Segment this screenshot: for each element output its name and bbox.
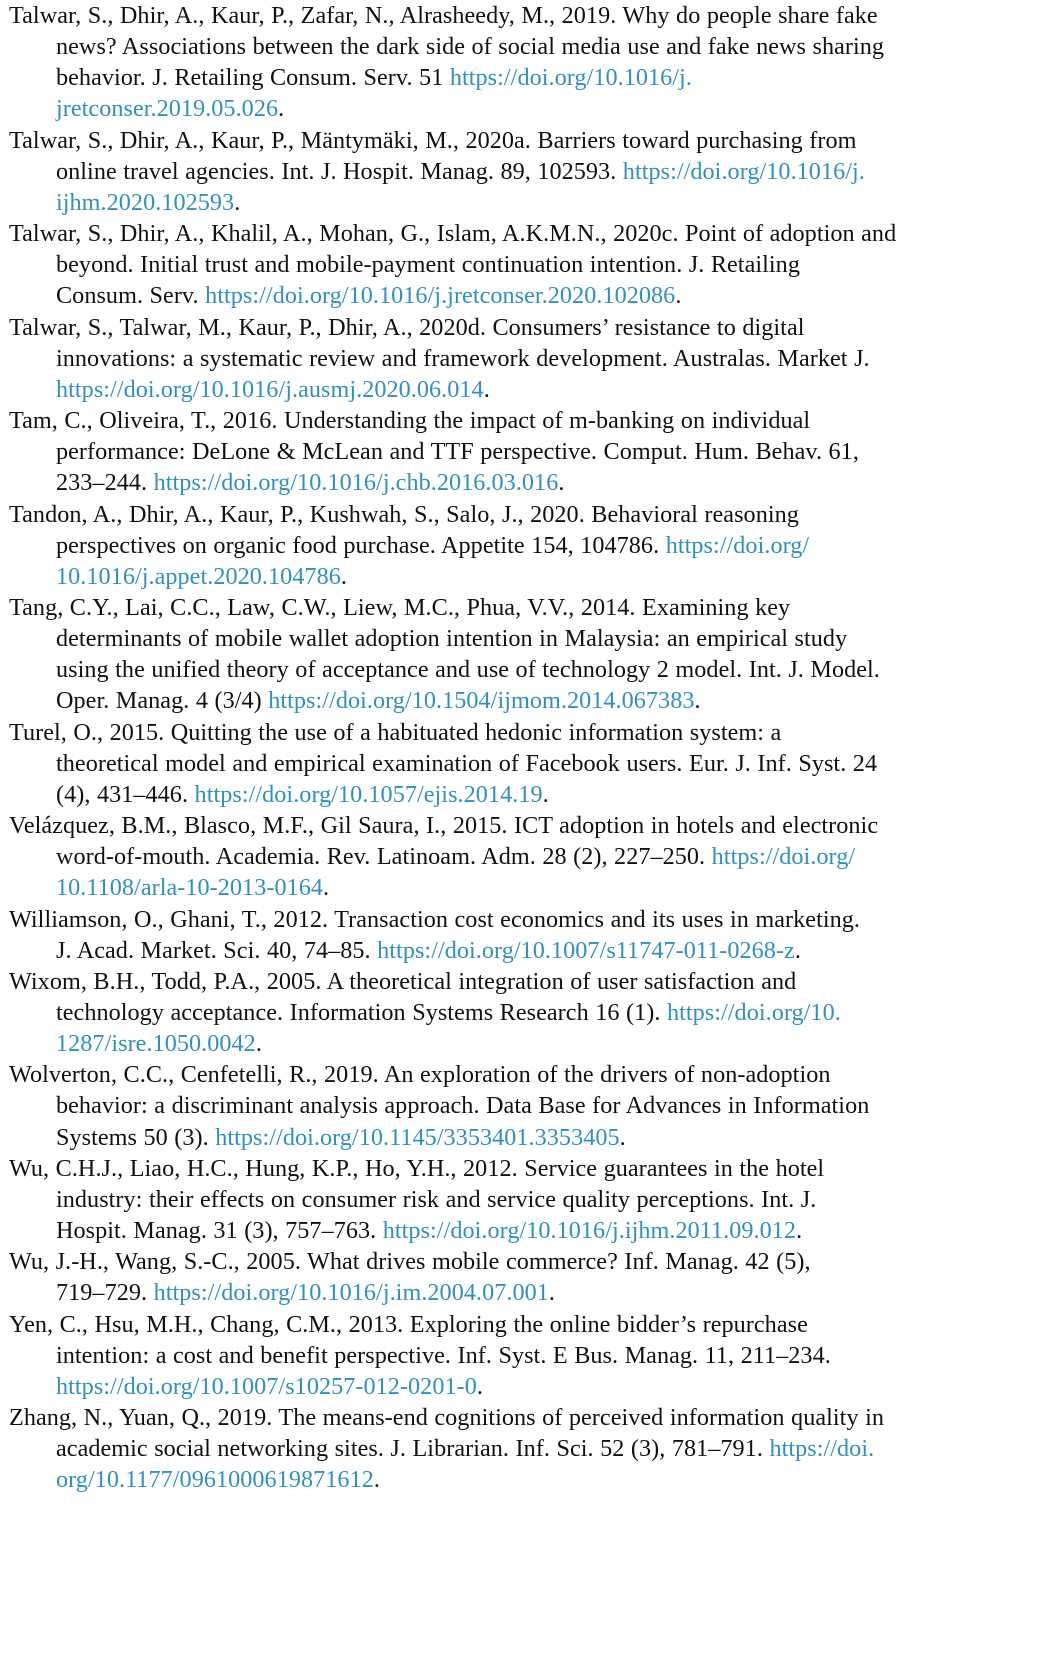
reference-text: behavior. J. Retailing Consum. Serv. 51 [56,64,450,92]
reference-text: Velázquez, B.M., Blasco, M.F., Gil Saura, I., 2015. ICT adoption in hotels and electronic [9,812,879,840]
reference-entry [9,966,1009,1059]
reference-line [56,62,1009,93]
reference-text: Consum. Serv. [56,282,206,310]
reference-text: word-of-mouth. Academia. Rev. Latinoam. Adm. 28 (2), 227–250. [56,843,712,871]
reference-entry [9,312,1009,405]
reference-line [9,312,1009,343]
reference-text: 719–729. [56,1279,154,1307]
reference-text: intention: a cost and benefit perspective. Inf. Syst. E Bus. Manag. 11, 211–234. [56,1341,831,1369]
reference-entry [9,1246,1009,1308]
reference-text: Systems 50 (3). [56,1123,216,1151]
reference-end-punctuation: . [255,1030,262,1058]
reference-line [56,156,1009,187]
doi-link[interactable]: https://doi.org/10.1016/j.im.2004.07.001 [153,1279,549,1307]
reference-text: perspectives on organic food purchase. Appetite 154, 104786. [56,531,666,559]
reference-text: J. Acad. Market. Sci. 40, 74–85. [56,936,378,964]
reference-line [56,997,1009,1028]
reference-line [56,467,1009,498]
reference-text: industry: their effects on consumer risk and service quality perceptions. Int. J. [56,1185,817,1213]
reference-text: Williamson, O., Ghani, T., 2012. Transaction cost economics and its uses in marketing. [9,905,861,933]
reference-text: academic social networking sites. J. Librarian. Inf. Sci. 52 (3), 781–791. [56,1435,770,1463]
reference-text: beyond. Initial trust and mobile-payment continuation intention. J. Retailing [56,251,800,279]
doi-link[interactable]: https://doi.org/10.1007/s11747-011-0268-z [377,936,795,964]
reference-entry [9,405,1009,498]
doi-link[interactable]: https://doi.org/10.1016/j. [622,157,865,185]
doi-link[interactable]: https://doi.org/10.1007/s10257-012-0201-0 [56,1372,477,1400]
reference-entry [9,499,1009,592]
reference-line [9,592,1009,623]
doi-link[interactable]: 10.1016/j.appet.2020.104786 [56,562,341,590]
reference-line [56,280,1009,311]
doi-link[interactable]: 1287/isre.1050.0042 [56,1030,256,1058]
doi-link[interactable]: jretconser.2019.05.026 [56,95,279,123]
doi-link[interactable]: https://doi. [769,1435,875,1463]
doi-link[interactable]: https://doi.org/10.1016/j.chb.2016.03.016 [153,469,559,497]
reference-entry [9,904,1009,966]
reference-line [9,499,1009,530]
reference-line [56,779,1009,810]
reference-line [9,0,1009,31]
reference-line [56,1028,1009,1059]
reference-line [9,1153,1009,1184]
reference-entry [9,1402,1009,1495]
reference-entry [9,218,1009,311]
reference-line [56,1122,1009,1153]
reference-line [56,841,1009,872]
reference-entry [9,592,1009,717]
reference-line [56,1277,1009,1308]
reference-line [56,93,1009,124]
reference-line [56,187,1009,218]
reference-text: Tam, C., Oliveira, T., 2016. Understanding the impact of m-banking on individual [9,407,811,435]
doi-link[interactable]: ijhm.2020.102593 [56,188,235,216]
reference-text: performance: DeLone & McLean and TTF perspective. Comput. Hum. Behav. 61, [56,438,859,466]
doi-link[interactable]: https://doi.org/10.1057/ejis.2014.19 [194,780,543,808]
doi-link[interactable]: https://doi.org/10.1145/3353401.3353405 [215,1123,620,1151]
reference-line [9,717,1009,748]
reference-text: Talwar, S., Dhir, A., Kaur, P., Zafar, N., Alrasheedy, M., 2019. Why do people share fake [9,2,878,29]
reference-text: Talwar, S., Dhir, A., Khalil, A., Mohan, G., Islam, A.K.M.N., 2020c. Point of adoption and [9,220,897,248]
reference-entry [9,717,1009,810]
doi-link[interactable]: https://doi.org/ [665,531,810,559]
reference-text: (4), 431–446. [56,780,195,808]
reference-text: using the unified theory of acceptance and use of technology 2 model. Int. J. Model. [56,656,880,684]
reference-text: Zhang, N., Yuan, Q., 2019. The means-end cognitions of perceived information quality in [9,1404,884,1432]
reference-text: theoretical model and empirical examination of Facebook users. Eur. J. Inf. Syst. 24 [56,749,878,777]
reference-line [56,654,1009,685]
reference-text: innovations: a systematic review and framework development. Australas. Market J. [56,344,870,372]
reference-line [56,748,1009,779]
reference-line [9,1059,1009,1090]
reference-line [56,561,1009,592]
reference-line [9,218,1009,249]
reference-line [56,1090,1009,1121]
reference-text: Tang, C.Y., Lai, C.C., Law, C.W., Liew, M.C., Phua, V.V., 2014. Examining key [9,593,791,621]
reference-text: Turel, O., 2015. Quitting the use of a habituated hedonic information system: a [9,718,782,746]
reference-text: technology acceptance. Information Systems Research 16 (1). [56,999,667,1026]
reference-line [56,935,1009,966]
reference-text: Talwar, S., Dhir, A., Kaur, P., Mäntymäki, M., 2020a. Barriers toward purchasing from [9,126,857,154]
reference-end-punctuation: . [340,562,347,590]
reference-end-punctuation: . [794,936,801,964]
reference-line [56,374,1009,405]
reference-end-punctuation: . [542,780,549,808]
reference-end-punctuation: . [234,188,241,216]
reference-text: online travel agencies. Int. J. Hospit. Manag. 89, 102593. [56,157,623,185]
reference-entry [9,0,1009,125]
reference-text: Wu, C.H.J., Liao, H.C., Hung, K.P., Ho, Y.H., 2012. Service guarantees in the hotel [9,1154,825,1182]
reference-line [56,1464,1009,1495]
reference-text: Tandon, A., Dhir, A., Kaur, P., Kushwah, S., Salo, J., 2020. Behavioral reasoning [9,500,799,528]
doi-link[interactable]: https://doi.org/10.1016/j.jretconser.2020.102086 [205,282,676,310]
reference-text: behavior: a discriminant analysis approach. Data Base for Advances in Information [56,1092,870,1120]
doi-link[interactable]: org/10.1177/0961000619871612 [56,1466,374,1494]
reference-line [56,1433,1009,1464]
reference-line [56,1371,1009,1402]
reference-text: news? Associations between the dark side of social media use and fake news sharing [56,33,885,61]
reference-end-punctuation: . [476,1372,483,1400]
reference-line [56,623,1009,654]
doi-link[interactable]: https://doi.org/10.1504/ijmom.2014.067383 [268,687,695,715]
reference-end-punctuation: . [694,687,701,715]
reference-line [56,685,1009,716]
reference-line [56,1340,1009,1371]
reference-end-punctuation: . [373,1466,380,1494]
reference-end-punctuation: . [558,469,565,497]
reference-line [56,31,1009,62]
reference-text: Talwar, S., Talwar, M., Kaur, P., Dhir, A., 2020d. Consumers’ resistance to digital [9,313,805,341]
reference-entry [9,1309,1009,1402]
reference-end-punctuation: . [548,1279,556,1307]
reference-line [9,1309,1009,1340]
reference-end-punctuation: . [675,282,682,310]
reference-line [56,530,1009,561]
reference-line [56,1215,1009,1246]
reference-entry [9,1059,1009,1152]
reference-line [56,343,1009,374]
reference-line [9,1402,1009,1433]
reference-line [56,872,1009,903]
doi-link[interactable]: 10.1108/arla-10-2013-0164 [56,874,324,902]
reference-end-punctuation: . [278,95,285,123]
reference-text: 233–244. [56,469,154,497]
reference-line [56,249,1009,280]
reference-entry [9,810,1009,903]
reference-end-punctuation: . [323,874,330,902]
reference-text: Wixom, B.H., Todd, P.A., 2005. A theoretical integration of user satisfaction and [9,967,797,995]
reference-end-punctuation: . [619,1123,626,1151]
reference-line [9,966,1009,997]
reference-text: Wolverton, C.C., Cenfetelli, R., 2019. An exploration of the drivers of non-adoption [9,1061,831,1089]
reference-end-punctuation: . [796,1217,803,1245]
reference-text: Oper. Manag. 4 (3/4) [56,687,269,715]
doi-link[interactable]: https://doi.org/10. [666,999,841,1026]
reference-end-punctuation: . [483,375,490,403]
reference-text: Yen, C., Hsu, M.H., Chang, C.M., 2013. Exploring the online bidder’s repurchase [9,1310,808,1338]
reference-text: Hospit. Manag. 31 (3), 757–763. [56,1217,383,1245]
reference-text: Wu, J.-H., Wang, S.-C., 2005. What drives mobile commerce? Inf. Manag. 42 (5), [9,1248,811,1276]
reference-text: determinants of mobile wallet adoption intention in Malaysia: an empirical study [56,625,848,653]
reference-list [9,0,1009,1496]
reference-line [56,436,1009,467]
doi-link[interactable]: https://doi.org/10.1016/j. [449,64,692,92]
doi-link[interactable]: https://doi.org/10.1016/j.ijhm.2011.09.012 [382,1217,797,1245]
reference-line [9,405,1009,436]
reference-line [9,1246,1009,1277]
doi-link[interactable]: https://doi.org/10.1016/j.ausmj.2020.06.014 [56,375,484,403]
reference-line [9,810,1009,841]
reference-line [56,1184,1009,1215]
reference-line [9,125,1009,156]
doi-link[interactable]: https://doi.org/ [711,843,856,871]
reference-entry [9,125,1009,218]
reference-entry [9,1153,1009,1246]
reference-line [9,904,1009,935]
